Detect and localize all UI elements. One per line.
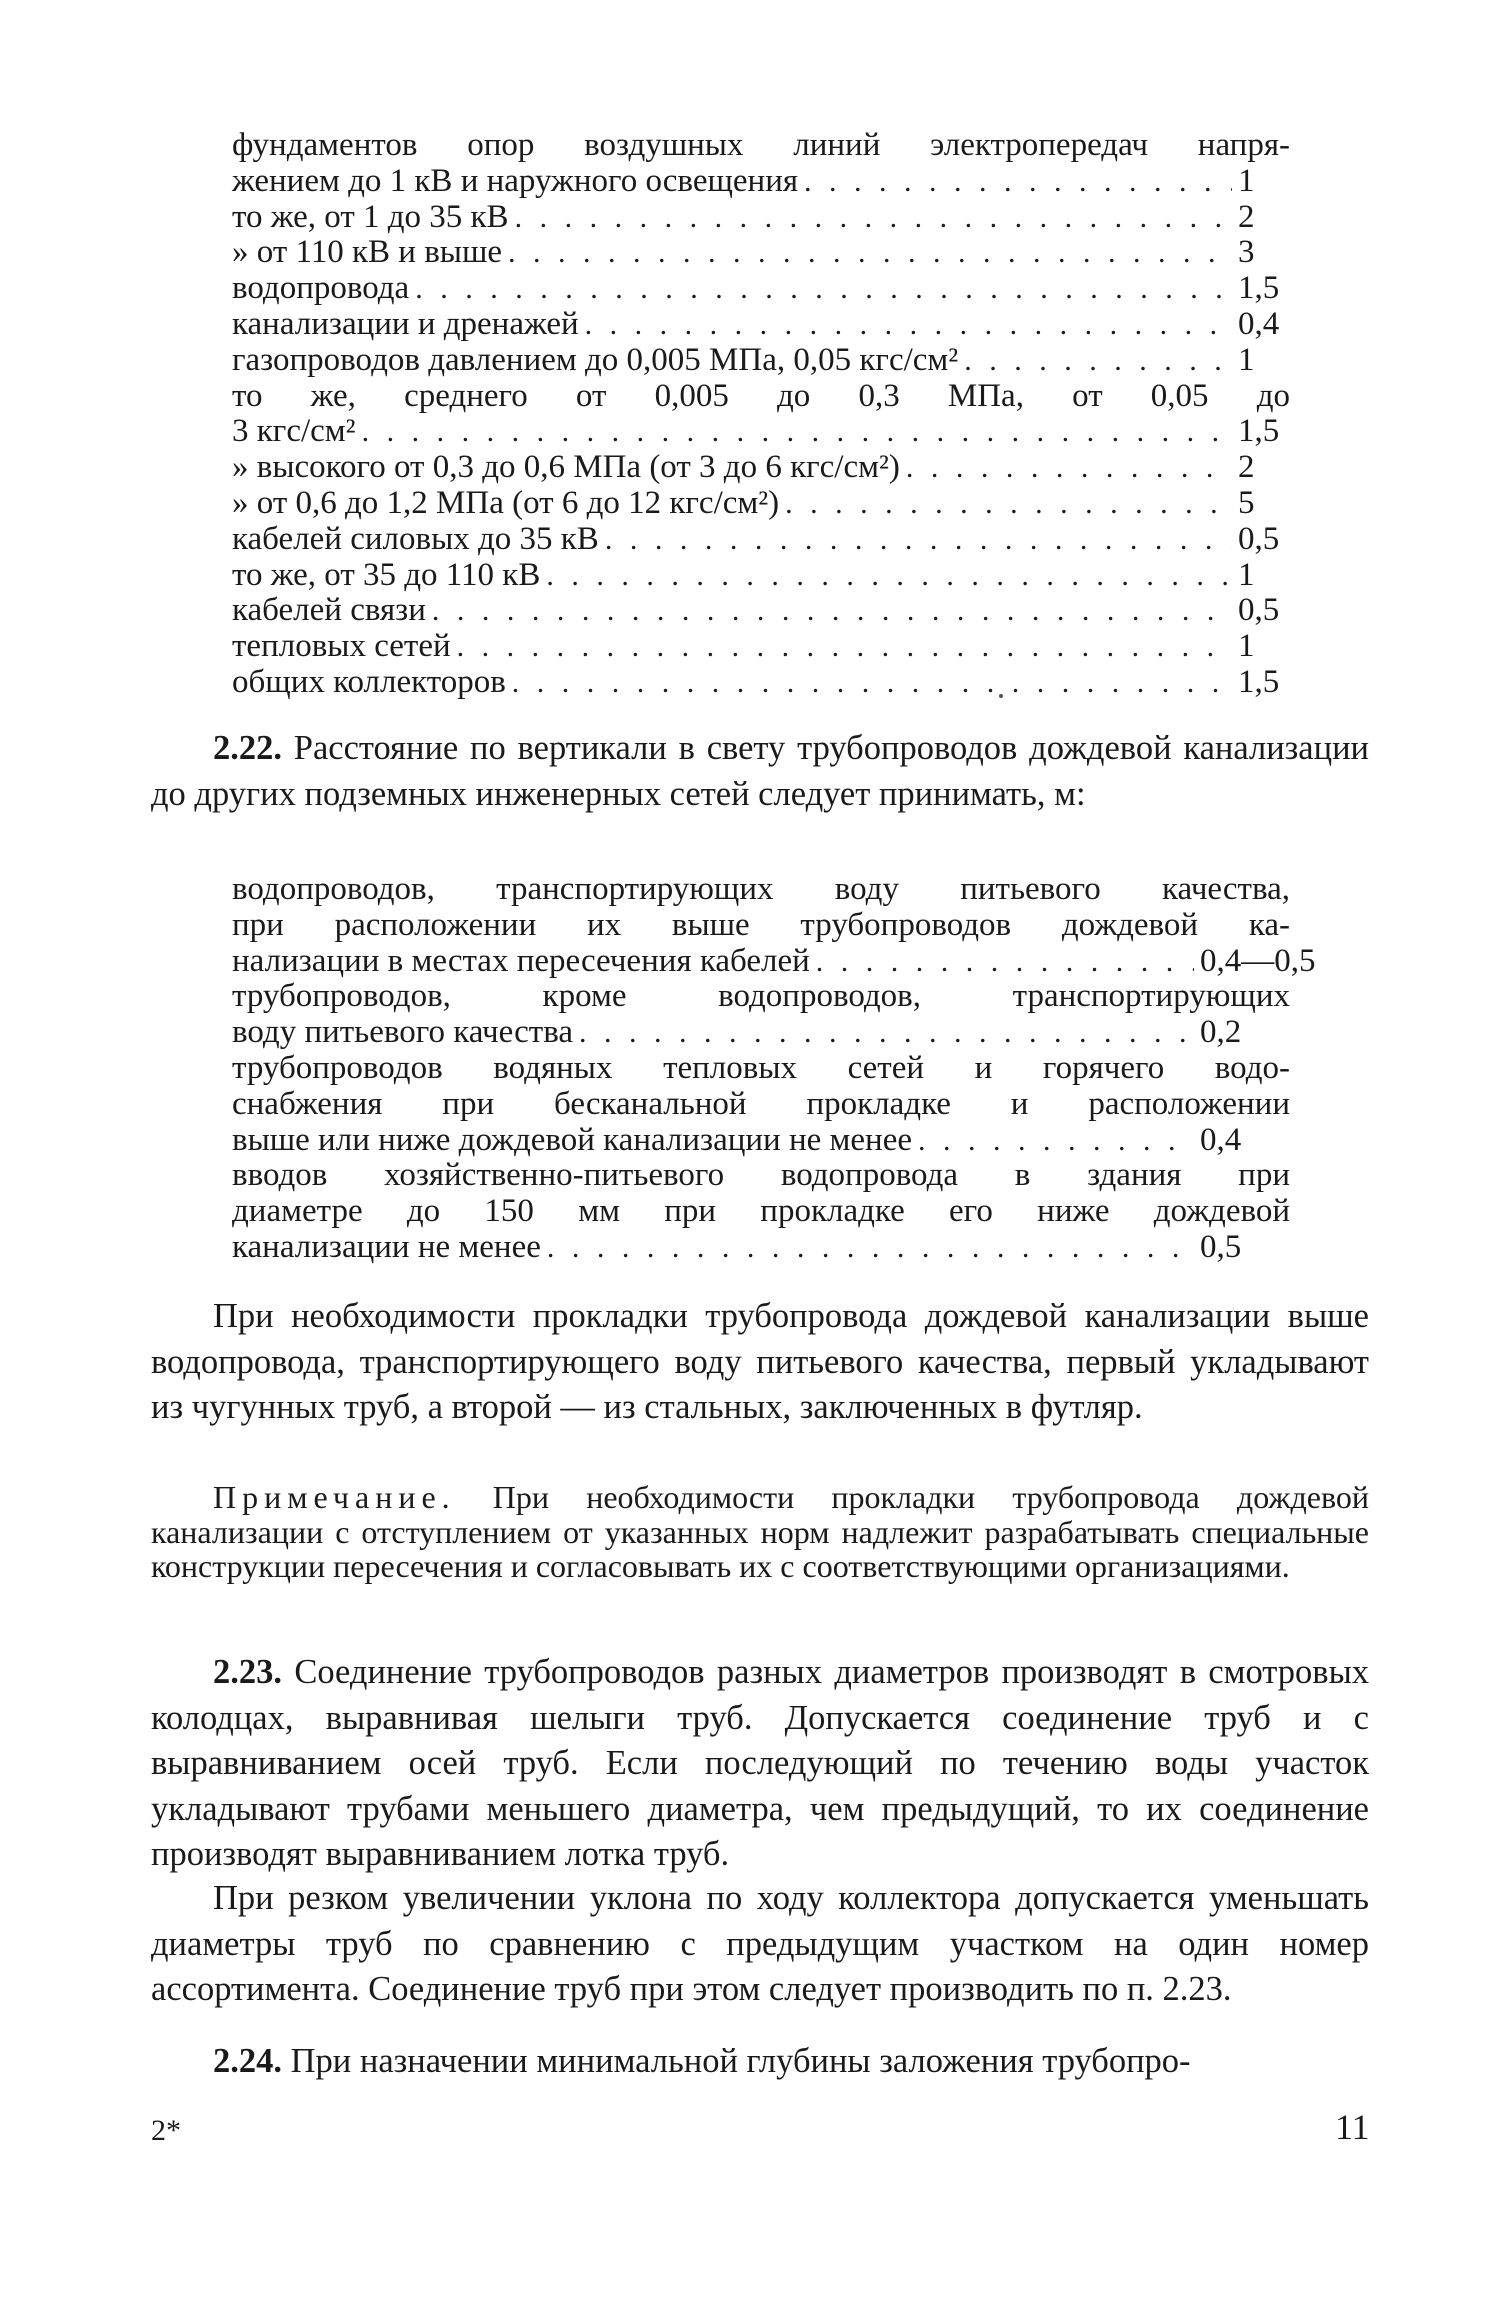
list-item: снабжения при бесканальной прокладке и расположении bbox=[232, 1085, 1290, 1122]
list-item bbox=[232, 558, 1290, 594]
item-value: 2 bbox=[1238, 449, 1255, 486]
dot-leader bbox=[964, 343, 1232, 379]
section-number: 2.23. bbox=[213, 1653, 282, 1691]
item-text: кабелей связи bbox=[232, 592, 426, 629]
list-item bbox=[232, 1230, 1290, 1266]
dot-leader bbox=[816, 944, 1194, 980]
distances-list-horizontal bbox=[232, 128, 1290, 701]
item-value: 2 bbox=[1238, 198, 1255, 235]
item-text: 3 кгс/см² bbox=[232, 413, 356, 450]
item-text: жением до 1 кВ и наружного освещения bbox=[232, 162, 799, 199]
section-number: 2.22. bbox=[213, 729, 282, 767]
item-text: кабелей силовых до 35 кВ bbox=[232, 520, 599, 557]
slope-paragraph: При резком увеличении уклона по ходу коллектора допускается уменьшать диаметры труб по сравнению с предыдущим участком на один номер ассортимента. Соединение труб при этом следует производить по п. 2.23. bbox=[151, 1879, 1369, 2008]
dot-leader bbox=[512, 665, 1232, 701]
list-item bbox=[232, 343, 1290, 379]
dot-leader bbox=[362, 414, 1232, 450]
list-item bbox=[232, 307, 1290, 343]
item-value: 1 bbox=[1238, 341, 1255, 378]
section-2-23-paragraph bbox=[151, 1650, 1369, 1878]
dot-leader bbox=[605, 522, 1232, 558]
list-item bbox=[232, 942, 1316, 980]
item-text: выше или ниже дождевой канализации не менее bbox=[232, 1121, 913, 1158]
dot-leader bbox=[785, 486, 1232, 522]
list-item bbox=[232, 235, 1290, 271]
dot-leader bbox=[515, 200, 1232, 236]
item-value: 0,4—0,5 bbox=[1200, 942, 1316, 979]
list-item bbox=[232, 450, 1290, 486]
dot-leader bbox=[546, 558, 1232, 594]
section-text: Соединение трубопроводов разных диаметров производят в смотровых колодцах, выравнивая шелыги труб. Допускается соединение труб и с выравниванием осей труб. Если последующий по течению воды участок укладывают трубами меньшего диаметра, чем предыдущий, то их соединение производят выравниванием лотка труб. bbox=[151, 1653, 1369, 1873]
item-value: 0,2 bbox=[1200, 1014, 1242, 1051]
signature-mark: 2* bbox=[151, 2114, 181, 2147]
list-item bbox=[232, 200, 1290, 236]
item-text: » высокого от 0,3 до 0,6 МПа (от 3 до 6 кгс/см²) bbox=[232, 449, 900, 486]
item-value: 0,5 bbox=[1238, 592, 1280, 629]
list-item bbox=[232, 271, 1290, 307]
list-item bbox=[232, 522, 1290, 558]
list-item: то же, среднего от 0,005 до 0,3 МПа, от 0,05 до bbox=[232, 377, 1290, 414]
item-value: 1 bbox=[1238, 556, 1255, 593]
dot-leader bbox=[508, 235, 1232, 271]
section-2-24-paragraph bbox=[151, 2039, 1369, 2085]
section-number: 2.24. bbox=[213, 2042, 282, 2080]
item-text: » от 0,6 до 1,2 МПа (от 6 до 12 кгс/см²) bbox=[232, 484, 780, 521]
item-value: 5 bbox=[1238, 484, 1255, 521]
item-text: то же, от 1 до 35 кВ bbox=[232, 198, 509, 235]
list-item bbox=[232, 414, 1290, 450]
list-item bbox=[232, 665, 1290, 701]
dot-leader bbox=[579, 1015, 1194, 1051]
dot-leader bbox=[804, 164, 1232, 200]
section-text: При назначении минимальной глубины заложения трубопро- bbox=[282, 2042, 1191, 2080]
item-text: » от 110 кВ и выше bbox=[232, 234, 503, 271]
list-item: диаметре до 150 мм при прокладке его ниже дождевой bbox=[232, 1193, 1290, 1230]
section-text: Расстояние по вертикали в свету трубопроводов дождевой канализации до других подземных инженерных сетей следует принимать, м: bbox=[151, 729, 1369, 813]
item-value: 0,4 bbox=[1238, 305, 1280, 342]
section-2-22-paragraph bbox=[151, 726, 1369, 817]
list-item bbox=[232, 629, 1290, 665]
item-text: общих коллекторов bbox=[232, 663, 506, 700]
note-label: Примечание. bbox=[213, 1479, 456, 1515]
item-value: 1 bbox=[1238, 162, 1255, 199]
item-value: 0,5 bbox=[1200, 1228, 1242, 1265]
item-value: 1,5 bbox=[1238, 270, 1280, 307]
item-value: 3 bbox=[1238, 234, 1255, 271]
pipe-paragraph: При необходимости прокладки трубопровода дождевой канализации выше водопровода, транспортирующего воду питьевого качества, первый укладывают из чугунных труб, а второй — из стальных, заключенных в футляр. bbox=[151, 1297, 1369, 1426]
item-value: 1,5 bbox=[1238, 413, 1280, 450]
list-item: трубопроводов водяных тепловых сетей и горячего водо- bbox=[232, 1049, 1290, 1086]
list-item: водопроводов, транспортирующих воду питьевого качества, bbox=[232, 871, 1290, 907]
list-item: трубопроводов, кроме водопроводов, транспортирующих bbox=[232, 978, 1290, 1015]
dot-leader bbox=[906, 450, 1232, 486]
item-text: газопроводов давлением до 0,005 МПа, 0,05 кгс/см² bbox=[232, 341, 959, 378]
separator-dot bbox=[999, 694, 1003, 698]
dot-leader bbox=[918, 1123, 1194, 1159]
distances-list-vertical bbox=[232, 871, 1316, 1266]
item-text: воду питьевого качества bbox=[232, 1014, 573, 1051]
list-item bbox=[232, 593, 1290, 629]
item-text: тепловых сетей bbox=[232, 628, 451, 665]
list-item bbox=[232, 164, 1290, 200]
item-value: 1 bbox=[1238, 628, 1255, 665]
note-paragraph bbox=[151, 1480, 1369, 1584]
list-item: фундаментов опор воздушных линий электропередач напря- bbox=[232, 127, 1290, 163]
dot-leader bbox=[432, 593, 1232, 629]
note-text: При необходимости прокладки трубопровода дождевой канализации с отступлением от указанных норм надлежит разрабатывать специальные конструкции пересечения и согласовывать их с соответствующими организациями. bbox=[151, 1479, 1369, 1584]
dot-leader bbox=[547, 1230, 1194, 1266]
list-item bbox=[232, 486, 1290, 522]
item-text: водопровода bbox=[232, 270, 410, 307]
list-item bbox=[232, 1123, 1290, 1159]
item-value: 1,5 bbox=[1238, 663, 1280, 700]
dot-leader bbox=[585, 307, 1232, 343]
list-item: вводов хозяйственно-питьевого водопровода в здания при bbox=[232, 1157, 1290, 1194]
item-value: 0,5 bbox=[1238, 520, 1280, 557]
list-item: при расположении их выше трубопроводов дождевой ка- bbox=[232, 906, 1290, 943]
list-item bbox=[232, 1015, 1290, 1051]
item-text: то же, от 35 до 110 кВ bbox=[232, 556, 541, 593]
item-text: канализации не менее bbox=[232, 1228, 541, 1265]
dot-leader bbox=[457, 629, 1232, 665]
item-text: нализации в местах пересечения кабелей bbox=[232, 942, 810, 979]
item-text: канализации и дренажей bbox=[232, 305, 579, 342]
dot-leader bbox=[415, 271, 1232, 307]
page-number: 11 bbox=[1335, 2107, 1370, 2147]
item-value: 0,4 bbox=[1200, 1121, 1242, 1158]
